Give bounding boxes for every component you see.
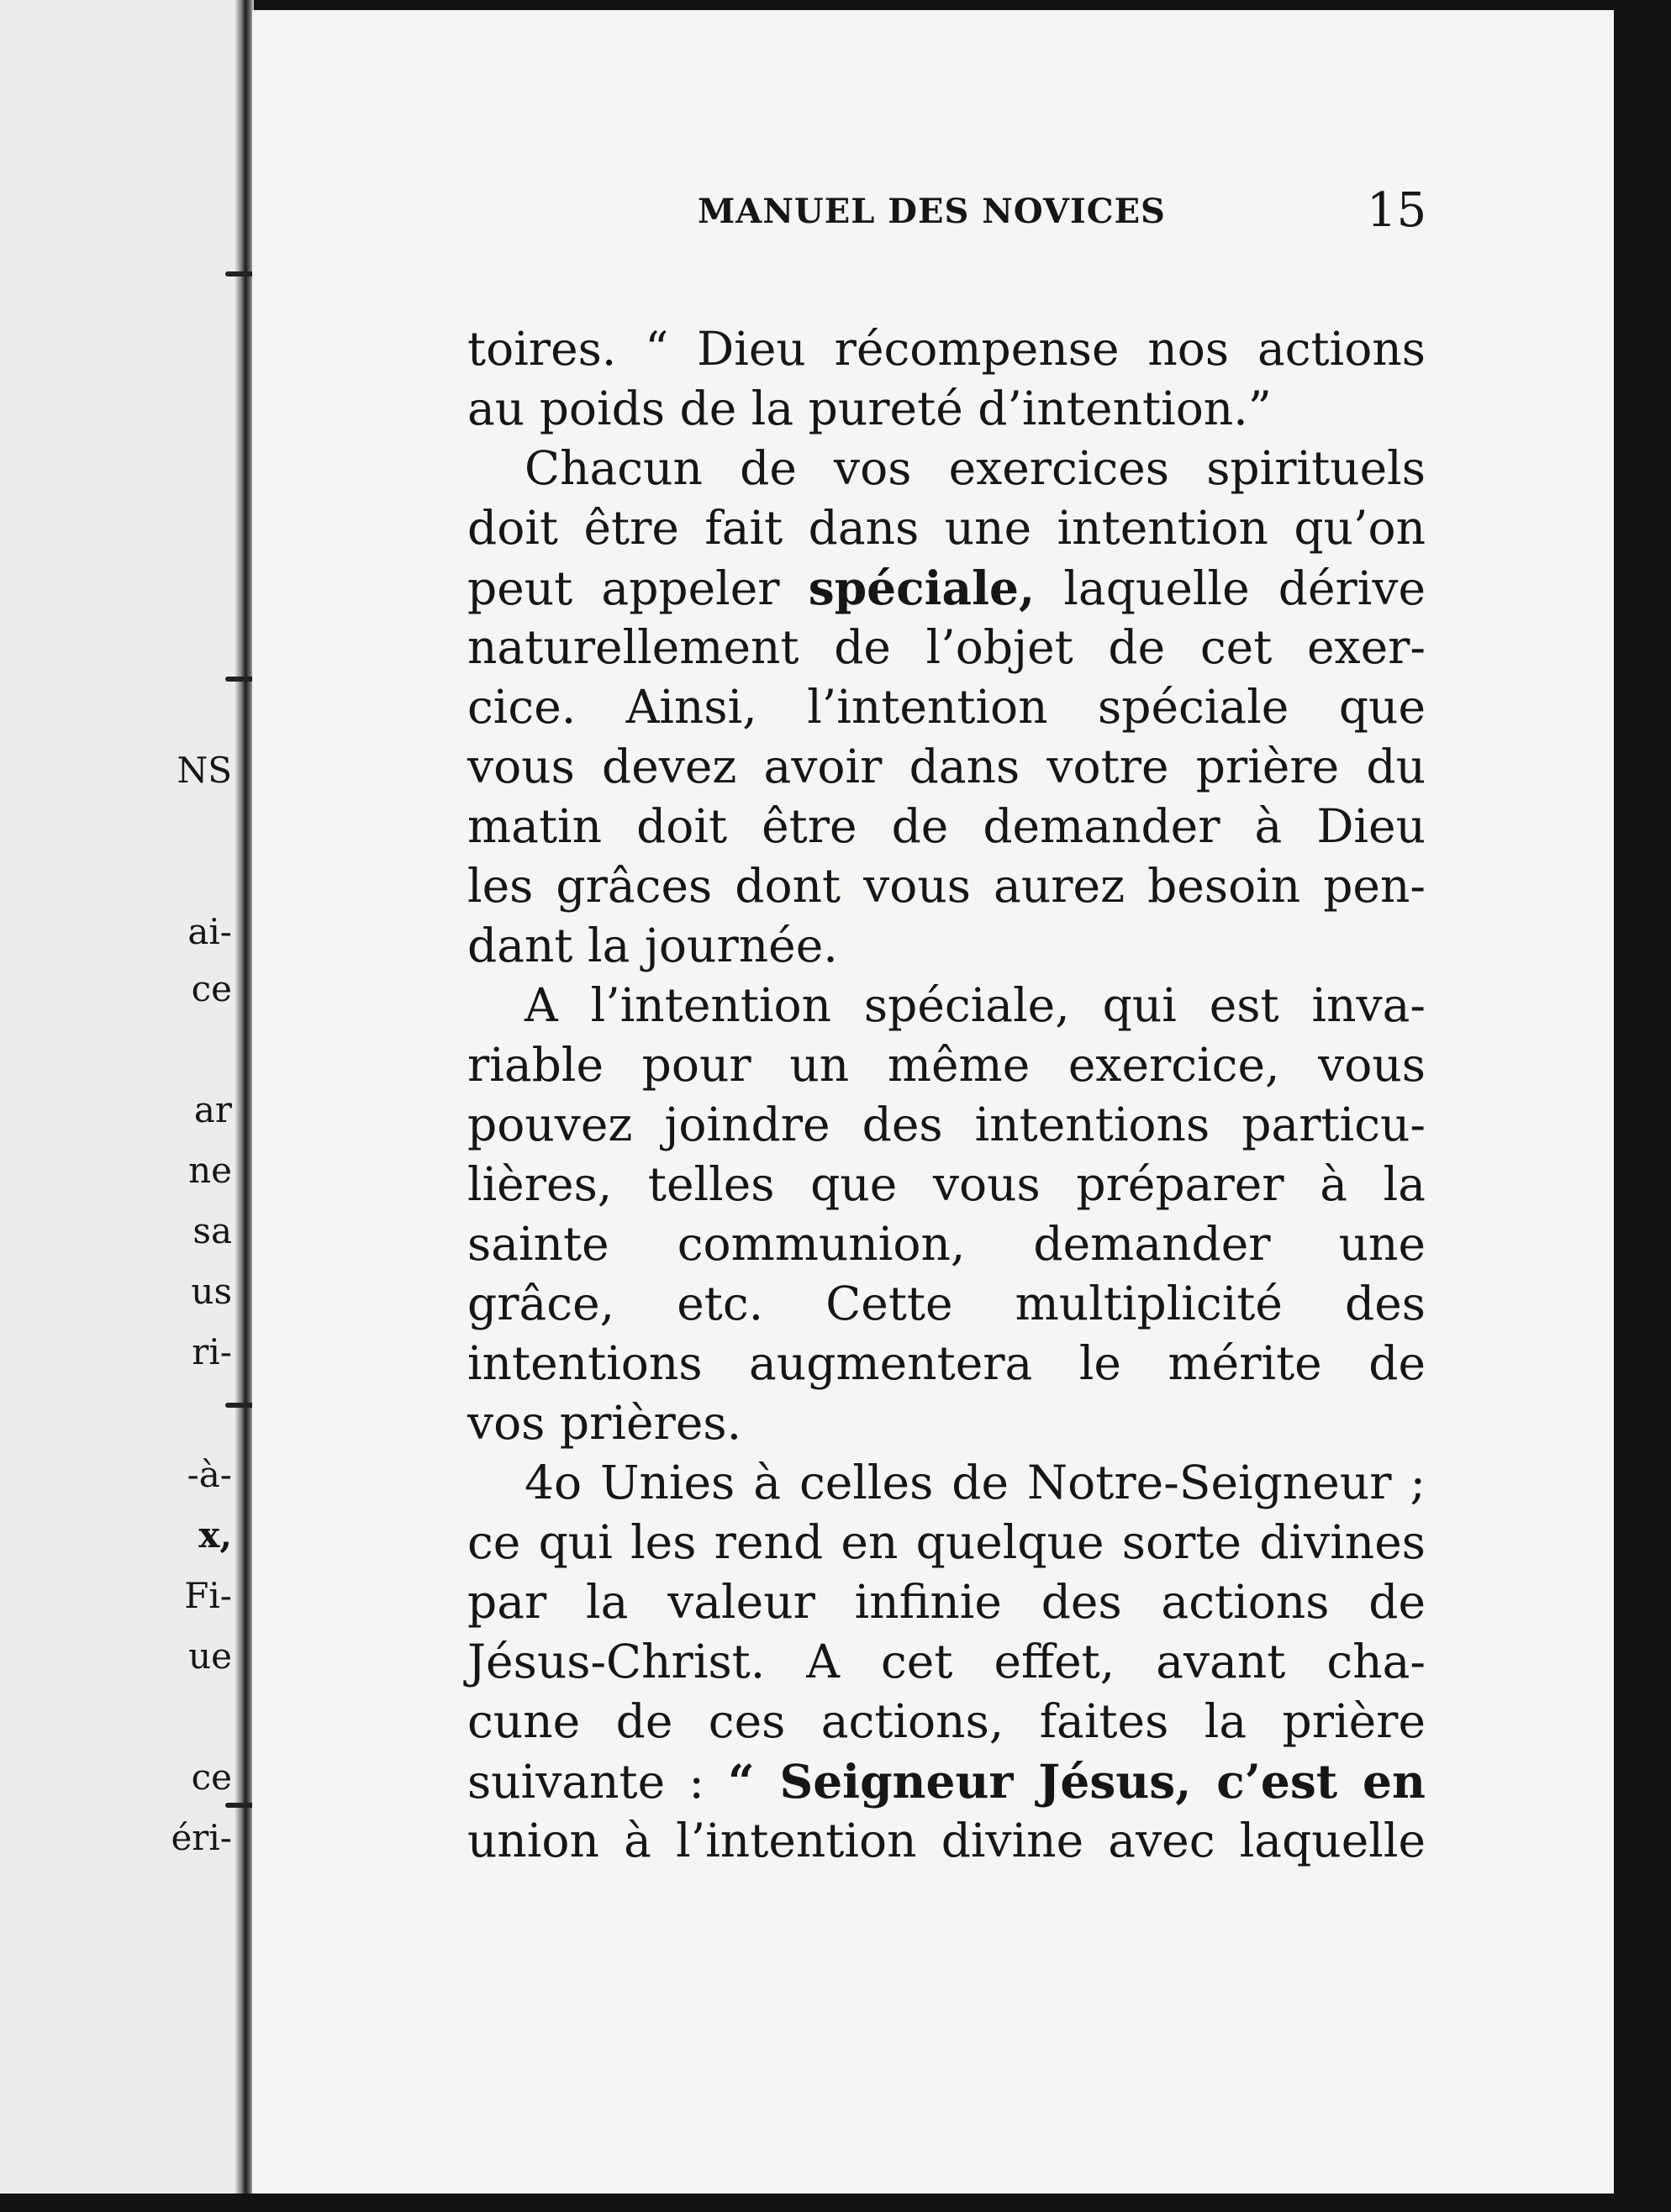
text-run: suivante : xyxy=(467,1755,704,1809)
emphasis-term: spéciale, xyxy=(808,561,1036,615)
text-run: laquelle dérive xyxy=(1063,561,1426,615)
text-line: dant la journée. xyxy=(467,919,838,972)
page-number: 15 xyxy=(1367,183,1427,238)
fragment: éri- xyxy=(171,1817,232,1858)
text-line: grâce, etc. Cette multiplicité des xyxy=(467,1277,1426,1330)
text-line: toires. “ Dieu récompense nos actions xyxy=(467,322,1426,376)
text-line: pouvez joindre des intentions particu- xyxy=(467,1098,1426,1151)
text-line: par la valeur infinie des actions de xyxy=(467,1575,1426,1629)
fragment: NS xyxy=(177,750,232,791)
running-head: MANUEL DES NOVICES xyxy=(698,192,1166,231)
fragment: Fi- xyxy=(184,1575,232,1616)
text-line: riable pour un même exercice, vous xyxy=(467,1038,1426,1092)
text-line: cune de ces actions, faites la prière xyxy=(467,1694,1426,1748)
text-line: les grâces dont vous aurez besoin pen- xyxy=(467,859,1426,913)
text-line: vous devez avoir dans votre prière du xyxy=(467,740,1426,793)
fragment: ai- xyxy=(187,911,232,952)
text-line: cice. Ainsi, l’intention spéciale que xyxy=(467,680,1426,734)
fragment: us xyxy=(191,1271,232,1312)
fragment: ce xyxy=(191,968,232,1009)
text-line: 4o Unies à celles de Notre-Seigneur ; xyxy=(524,1456,1426,1509)
prayer-text-line: union à l’intention divine avec laquelle xyxy=(467,1814,1426,1867)
text-line: au poids de la pureté d’intention.” xyxy=(467,382,1272,435)
book-gutter xyxy=(235,0,254,2212)
fragment: ne xyxy=(188,1150,232,1191)
text-line xyxy=(467,1751,1426,1811)
fragment: ar xyxy=(193,1089,232,1130)
fragment: ri- xyxy=(192,1331,232,1372)
previous-page xyxy=(0,0,250,2212)
scan-right-edge xyxy=(1614,0,1671,2212)
fragment: -à- xyxy=(187,1454,232,1495)
fragment: ce xyxy=(191,1756,232,1798)
text-line: A l’intention spéciale, qui est inva- xyxy=(524,978,1426,1032)
text-run: peut appeler xyxy=(467,561,780,615)
text-line: matin doit être de demander à Dieu xyxy=(467,799,1426,853)
body-text xyxy=(467,319,1426,1871)
fragment: sa xyxy=(192,1210,232,1251)
text-line: lières, telles que vous préparer à la xyxy=(467,1157,1426,1211)
text-line: sainte communion, demander une xyxy=(467,1217,1426,1271)
text-line: ce qui les rend en quelque sorte divines xyxy=(467,1515,1426,1569)
text-line: doit être fait dans une intention qu’on xyxy=(467,501,1426,555)
prayer-text: “ Seigneur Jésus, c’est en xyxy=(728,1754,1426,1809)
text-line: vos prières. xyxy=(467,1396,742,1450)
scan-bottom-edge xyxy=(0,2194,1671,2212)
text-line: naturellement de l’objet de cet exer- xyxy=(467,620,1426,674)
previous-page-fragments xyxy=(0,0,250,2212)
fragment: x, xyxy=(198,1514,232,1556)
text-line: intentions augmentera le mérite de xyxy=(467,1336,1426,1390)
text-line xyxy=(467,558,1426,618)
text-line: Chacun de vos exercices spirituels xyxy=(524,441,1426,495)
text-line: Jésus-Christ. A cet effet, avant cha- xyxy=(467,1635,1426,1688)
fragment: ue xyxy=(188,1635,232,1677)
